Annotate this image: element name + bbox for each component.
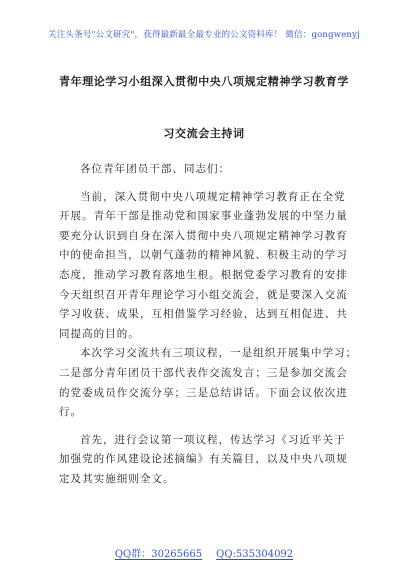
body-line: 的党委成员作交流分享；三是总结讲话。下面会议依次进 xyxy=(59,386,348,399)
body-line: 今天组织召开青年理论学习小组交流会，就是要深入交流 xyxy=(59,288,348,301)
body-line: 同提高的目的。 xyxy=(59,327,140,340)
body-line: 首先，进行会议第一项议程，传达学习《习近平关于 xyxy=(80,433,346,446)
body-line: 要充分认识到自身在深入贯彻中央八项规定精神学习教育 xyxy=(59,229,348,242)
document-title-line-2: 习交流会主持词 xyxy=(163,127,245,140)
document-title-line-1: 青年理论学习小组深入贯彻中央八项规定精神学习教育学 xyxy=(59,75,349,88)
body-line: 开展。青年干部是推动党和国家事业蓬勃发展的中坚力量 xyxy=(59,210,348,223)
body-line: 学习收获、成果，互相借鉴学习经验，达到互相促进、共 xyxy=(59,308,348,321)
footer-qq-group[interactable]: QQ群：30265665 xyxy=(114,549,203,560)
footer-contact xyxy=(0,545,408,560)
body-line: 当前，深入贯彻中央八项规定精神学习教育正在全党 xyxy=(80,190,346,203)
body-line: 本次学习交流共有三项议程，一是组织开展集中学习； xyxy=(80,347,358,360)
body-line: 行。 xyxy=(59,406,83,419)
header-promo-note: 关注头条号"公文研究"，获得最新最全最专业的公文资料库！ 微信：gongwenyj xyxy=(48,30,360,40)
document-body xyxy=(59,160,358,490)
body-line: 中的使命担当，以朝气蓬勃的精神风貌、积极主动的学习 xyxy=(59,249,348,262)
body-line: 态度，推动学习教育落地生根。根据党委学习教育的安排 xyxy=(59,268,348,281)
body-line: 定及其实施细则全文。 xyxy=(59,472,175,485)
body-line: 各位青年团员干部、同志们： xyxy=(80,163,231,175)
footer-qq-number[interactable]: QQ:535304092 xyxy=(216,549,294,560)
body-line: 二是部分青年团员干部代表作交流发言；三是参加交流会 xyxy=(59,366,348,379)
body-line: 加强党的作风建设论述摘编》有关篇目，以及中央八项规 xyxy=(59,453,348,466)
